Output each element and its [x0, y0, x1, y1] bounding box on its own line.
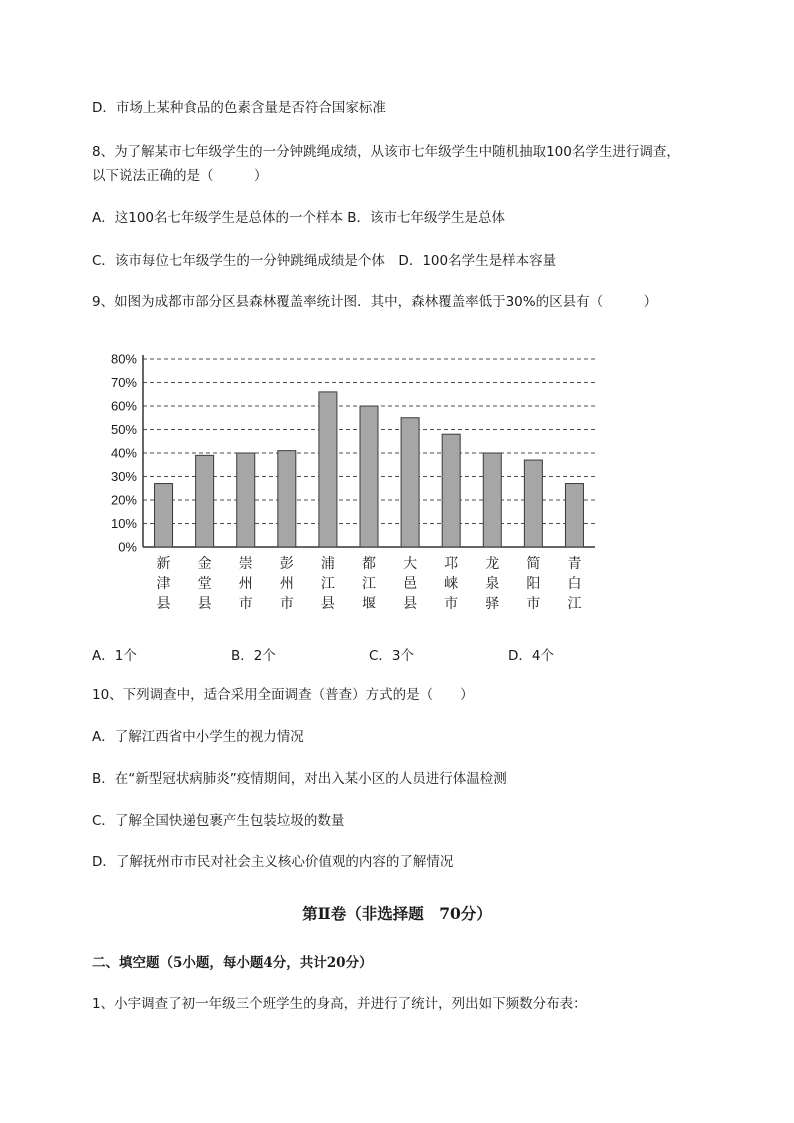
q9-options — [92, 644, 692, 664]
category-label: 龙泉驿 — [485, 556, 500, 610]
q9-option-b: B．2个 — [231, 648, 276, 664]
category-label: 新津县 — [156, 556, 171, 610]
q9-option-a: A．1个 — [92, 648, 137, 664]
category-label: 彭州市 — [279, 556, 294, 610]
q10-option-a: A．了解江西省中小学生的视力情况 — [92, 729, 304, 745]
y-tick-label: 0% — [118, 539, 137, 555]
category-label: 崇州市 — [238, 556, 253, 610]
bar — [196, 455, 214, 547]
y-tick-label: 10% — [110, 516, 137, 531]
section-title: 第Ⅱ卷（非选择题 70分） — [302, 904, 492, 923]
q10-option-d: D．了解抚州市市民对社会主义核心价值观的内容的了解情况 — [92, 854, 454, 870]
category-label: 都江堰 — [362, 556, 376, 610]
q9-option-c: C．3个 — [369, 648, 415, 664]
q7-option-d: D．市场上某种食品的色素含量是否符合国家标准 — [92, 100, 386, 116]
category-label: 大邑县 — [403, 556, 418, 610]
bar — [565, 484, 583, 547]
q8-stem-line2: 以下说法正确的是（ ） — [92, 168, 268, 184]
fill-question-1: 1、小宇调查了初一年级三个班学生的身高，并进行了统计，列出如下频数分布表： — [92, 996, 587, 1012]
category-label: 金堂县 — [197, 556, 212, 610]
category-label: 青白江 — [567, 556, 582, 610]
q10-stem: 10、下列调查中，适合采用全面调查（普查）方式的是（ ） — [92, 687, 474, 703]
y-tick-label: 20% — [110, 492, 137, 508]
q10-option-b: B．在“新型冠状病肺炎”疫情期间，对出入某小区的人员进行体温检测 — [92, 771, 507, 787]
bar — [237, 453, 255, 547]
y-tick-label: 30% — [110, 469, 137, 484]
q8-options-ab: A．这100名七年级学生是总体的一个样本 B．该市七年级学生是总体 — [92, 210, 506, 226]
q9-stem: 9、如图为成都市部分区县森林覆盖率统计图．其中，森林覆盖率低于30%的区县有（ ） — [92, 294, 658, 310]
y-tick-label: 70% — [110, 375, 137, 390]
bar — [483, 453, 501, 547]
y-tick-label: 40% — [110, 445, 137, 461]
bar — [278, 451, 296, 547]
bar — [524, 460, 542, 547]
q8-stem-line1: 8、为了解某市七年级学生的一分钟跳绳成绩，从该市七年级学生中随机抽取100名学生进行调查， — [92, 144, 680, 160]
y-tick-label: 80% — [110, 351, 137, 367]
category-label: 浦江县 — [320, 556, 335, 610]
bar — [155, 484, 173, 547]
y-tick-label: 60% — [110, 398, 137, 414]
q9-option-d: D．4个 — [508, 648, 554, 664]
bar — [401, 418, 419, 547]
q10-option-c: C．了解全国快递包裹产生包装垃圾的数量 — [92, 813, 345, 829]
category-label: 邛崃市 — [444, 556, 459, 610]
q8-options-cd: C．该市每位七年级学生的一分钟跳绳成绩是个体 D．100名学生是样本容量 — [92, 253, 557, 269]
bar — [442, 434, 460, 547]
bar — [319, 392, 337, 547]
y-tick-label: 50% — [110, 422, 137, 437]
bar — [360, 406, 378, 547]
category-label: 简阳市 — [526, 556, 541, 610]
fill-blank-heading: 二、填空题（5小题，每小题4分，共计20分） — [92, 955, 373, 971]
forest-coverage-bar-chart — [100, 340, 600, 610]
